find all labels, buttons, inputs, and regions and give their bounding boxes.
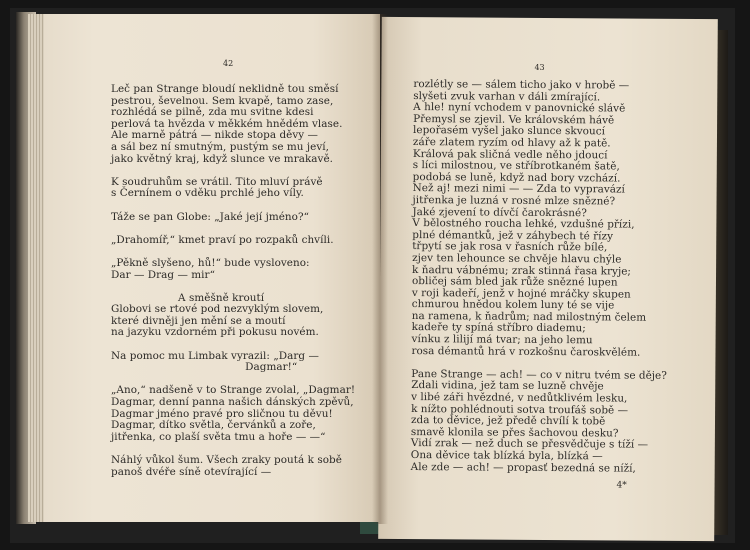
text-line: Vidí zrak — než duch se přesvědčuje s tíží —: [410, 437, 649, 452]
text-line: obličej sám bled jak růže snězné lupen: [411, 275, 618, 289]
paragraph-gap: [111, 339, 355, 351]
text-line: „Pěkně slyšeno, hů!“ bude vysloveno:: [111, 256, 310, 269]
text-line: rozlétly se — sálem ticho jako v hrobě —: [413, 78, 630, 92]
text-line: slyšeti zvuk varhan v dáli zmírající.: [413, 89, 601, 103]
text-line: s líci milostnou, ve stříbrotkaném šatě,: [412, 159, 620, 173]
text-line: Pane Strange — ach! — co v nitru tvém se děje?: [411, 367, 667, 382]
text-line: Králová pak sličná vedle něho jdoucí: [412, 147, 608, 161]
text-line: Dagmar jméno pravé pro sličnou tu děvu!: [111, 407, 333, 420]
text-line: Přemysl se zjevil. Ve královském hávě: [413, 112, 615, 127]
text-line: Dagmar, dítko světla, červánků a zoře,: [111, 419, 316, 432]
text-line: které divněji jen mění se a moutí: [111, 314, 286, 327]
text-line: na ramena, k ňadrům; nad milostným čelem: [411, 309, 647, 324]
text-line: Ale marně pátrá — nikde stopa děvy —: [111, 129, 318, 142]
right-page-number: 43: [534, 62, 545, 72]
text-line: Globovi se rtové pod nezvyklým slovem,: [111, 303, 324, 316]
text-line: jako květný kraj, když slunce ve mrakavě.: [111, 152, 334, 165]
left-page-text: [111, 84, 355, 478]
paragraph-gap: [111, 223, 355, 235]
text-line: Táže se pan Globe: „Jaké její jméno?“: [111, 210, 309, 223]
text-line: V bělostného roucha lehké, vzdušné přízi,: [412, 217, 635, 231]
text-line: Než aj! mezi nimi — — Zda to vypravází: [412, 182, 625, 196]
text-line: kadeře ty spíná stříbro diademu;: [411, 321, 586, 335]
text-line: v libé záři hvězdné, v nedůtklivém lesku,: [411, 391, 628, 405]
text-line: jitřenka, co plaší světa tmu a hoře — —“: [111, 430, 326, 443]
text-line: k ňadru vábnému; zrak stinná řasa kryje;: [412, 263, 632, 278]
text-line: na jazyku vzdorném při pokusu novém.: [111, 326, 319, 339]
text-line: Dagmar, denní panna našich dánských zpěvů,: [111, 396, 354, 409]
text-line: s Černínem o vděku prchlé jeho víly.: [111, 187, 304, 200]
text-line: k nížto pohlédnouti sotva troufáš sobě —: [411, 402, 629, 417]
text-line: panoš dvéře síně otevírající —: [111, 465, 272, 478]
text-line: A hle! nyní vchodem v panovnické slávě: [413, 101, 626, 115]
text-line: záře zlatem ryzím od hlavy až k patě.: [412, 136, 611, 150]
text-line: vínku z lilijí má tvar; na jeho lemu: [411, 333, 593, 347]
right-page: [378, 17, 718, 541]
text-line: A směšně kroutí: [111, 291, 265, 304]
text-line: Zdali vidina, jež tam se luzně chvěje: [411, 379, 604, 393]
text-line: „Ano,“ nadšeně v to Strange zvolal, „Dagmar!: [111, 384, 356, 397]
text-line: rosa démantů hrá v rozkošnu čaroskvělém.: [411, 344, 641, 359]
text-line: Ale zde — ach! — propasť bezedná se níží,: [410, 460, 636, 475]
paragraph-gap: [111, 200, 355, 212]
text-line: podobá se luně, když nad bory vzchází.: [412, 170, 621, 185]
text-line: chmurou hnědou kolem luny té se vije: [411, 298, 615, 312]
text-line: Dagmar!“: [111, 361, 298, 374]
paragraph-gap: [111, 165, 355, 177]
text-line: v roji kadeří, jenž v hojné mráčky skupen: [411, 286, 631, 301]
text-line: K soudruhům se vrátil. Tito mluví právě: [111, 175, 323, 188]
text-line: perlová ta hvězda v měkkém hnědém vlase.: [111, 117, 343, 130]
text-line: pestrou, ševelnou. Sem kvapě, tamo zase,: [111, 94, 334, 107]
text-line: třpytí se jak rosa v řasních růže bílé,: [412, 240, 608, 254]
text-line: zjev ten lehounce se chvěje hlavu chýle: [412, 251, 622, 266]
text-line: smavě klonila se přes šachovou desku?: [410, 425, 619, 440]
text-line: Náhlý vůkol šum. Všech zraky poutá k sobě: [111, 454, 342, 466]
text-line: Na pomoc mu Limbak vyrazil: „Darg —: [111, 349, 319, 362]
right-page-text: [411, 79, 669, 475]
text-line: Jaké zjevení to dívčí čarokrásné?: [412, 205, 587, 219]
text-line: Leč pan Strange bloudí neklidně tou směsí: [111, 83, 339, 95]
text-line: Ona děvice tak blízká byla, blízká —: [410, 449, 603, 463]
book-gutter: [372, 14, 388, 524]
text-line: jitřenka je luzná v rosné mlze snězné?: [412, 193, 616, 208]
text-line: rozhlédá se pilně, zda mu svitne kdesi: [111, 106, 314, 119]
signature-mark: 4*: [616, 480, 627, 491]
left-page: [44, 14, 380, 522]
text-line: Dar — Drag — mir“: [111, 268, 215, 281]
text-line: lepořasém vyšel jako slunce skvoucí: [412, 124, 606, 138]
text-line: plné démantků, jež v záhybech té řízy: [412, 228, 614, 243]
text-line: zda to děvice, jež předě chvílí k tobě: [410, 414, 606, 428]
left-page-number: 42: [223, 59, 234, 68]
paragraph-gap: [111, 281, 355, 293]
text-line: „Drahomíř,“ kmet praví po rozpaků chvíli.: [111, 233, 334, 246]
text-line: a sál bez ní smutným, pustým se mu jeví,: [111, 140, 329, 153]
